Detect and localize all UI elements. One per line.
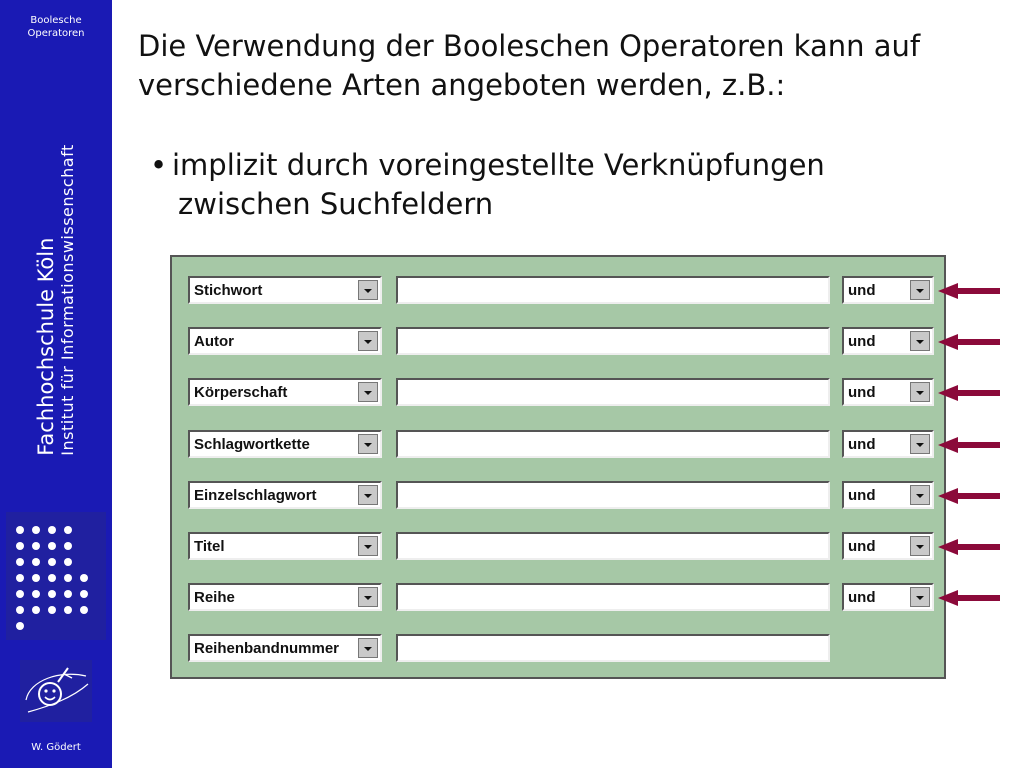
field-select-label: Reihe	[194, 589, 235, 606]
decor-dot	[48, 542, 56, 550]
decor-dot	[64, 606, 72, 614]
decor-dot	[80, 590, 88, 598]
smiley-logo-icon	[20, 660, 92, 722]
decor-dot	[32, 606, 40, 614]
sidebar	[0, 0, 112, 768]
arrow-left-icon	[938, 590, 1000, 606]
chevron-down-icon[interactable]	[910, 587, 930, 607]
heading-line-1: Die Verwendung der Booleschen Operatoren kann auf	[138, 29, 921, 63]
decor-dot	[64, 542, 72, 550]
chevron-down-icon[interactable]	[358, 280, 378, 300]
decor-dot	[48, 526, 56, 534]
search-row	[172, 481, 948, 513]
dot-pattern	[6, 512, 106, 640]
decor-dot	[16, 574, 24, 582]
chevron-down-icon[interactable]	[910, 331, 930, 351]
field-select[interactable]	[188, 583, 382, 611]
topic-line-2: Operatoren	[27, 28, 85, 39]
author-name: W. Gödert	[31, 742, 81, 753]
operator-label: und	[848, 487, 876, 504]
field-select-label: Körperschaft	[194, 384, 288, 401]
operator-label: und	[848, 384, 876, 401]
field-select-label: Titel	[194, 538, 225, 555]
operator-select[interactable]	[842, 276, 934, 304]
department-name: Institut für Informationswissenschaft	[58, 144, 77, 456]
decor-dot	[48, 574, 56, 582]
search-row	[172, 430, 948, 462]
bullet-symbol: •	[150, 148, 168, 182]
decor-dot	[48, 590, 56, 598]
field-select[interactable]	[188, 481, 382, 509]
operator-label: und	[848, 436, 876, 453]
search-row	[172, 583, 948, 615]
operator-select[interactable]	[842, 532, 934, 560]
chevron-down-icon[interactable]	[358, 536, 378, 556]
field-select[interactable]	[188, 430, 382, 458]
decor-dot	[32, 574, 40, 582]
chevron-down-icon[interactable]	[910, 536, 930, 556]
search-term-input[interactable]	[396, 583, 830, 611]
search-form-panel	[170, 255, 946, 679]
search-term-input[interactable]	[396, 327, 830, 355]
field-select-label: Schlagwortkette	[194, 436, 310, 453]
arrow-left-icon	[938, 488, 1000, 504]
chevron-down-icon[interactable]	[358, 434, 378, 454]
decor-dot	[48, 606, 56, 614]
search-term-input[interactable]	[396, 430, 830, 458]
operator-label: und	[848, 282, 876, 299]
field-select[interactable]	[188, 532, 382, 560]
decor-dot	[16, 526, 24, 534]
bullet-line-2: zwischen Suchfeldern	[178, 187, 494, 221]
sidebar-vertical-title	[34, 144, 78, 455]
field-select-label: Stichwort	[194, 282, 263, 299]
chevron-down-icon[interactable]	[910, 485, 930, 505]
search-row	[172, 276, 948, 308]
search-row	[172, 378, 948, 410]
search-row	[172, 634, 948, 666]
bullet-point	[150, 146, 990, 224]
arrow-left-icon	[938, 385, 1000, 401]
field-select-label: Autor	[194, 333, 234, 350]
institution-name: Fachhochschule Köln	[34, 237, 58, 456]
heading-line-2: verschiedene Arten angeboten werden, z.B.:	[138, 68, 786, 102]
search-term-input[interactable]	[396, 481, 830, 509]
field-select[interactable]	[188, 378, 382, 406]
decor-dot	[16, 590, 24, 598]
search-term-input[interactable]	[396, 634, 830, 662]
arrow-left-icon	[938, 334, 1000, 350]
topic-line-1: Boolesche	[30, 15, 82, 26]
chevron-down-icon[interactable]	[910, 434, 930, 454]
decor-dot	[32, 542, 40, 550]
decor-dot	[64, 574, 72, 582]
decor-dot	[16, 622, 24, 630]
field-select[interactable]	[188, 634, 382, 662]
chevron-down-icon[interactable]	[910, 382, 930, 402]
chevron-down-icon[interactable]	[358, 485, 378, 505]
search-row	[172, 327, 948, 359]
chevron-down-icon[interactable]	[910, 280, 930, 300]
field-select-label: Einzelschlagwort	[194, 487, 317, 504]
decor-dot	[32, 526, 40, 534]
search-term-input[interactable]	[396, 532, 830, 560]
decor-dot	[32, 590, 40, 598]
operator-select[interactable]	[842, 327, 934, 355]
search-term-input[interactable]	[396, 378, 830, 406]
decor-dot	[80, 606, 88, 614]
decor-dot	[16, 606, 24, 614]
decor-dot	[16, 542, 24, 550]
search-row	[172, 532, 948, 564]
field-select[interactable]	[188, 327, 382, 355]
chevron-down-icon[interactable]	[358, 382, 378, 402]
decor-dot	[48, 558, 56, 566]
field-select[interactable]	[188, 276, 382, 304]
decor-dot	[64, 526, 72, 534]
decor-dot	[16, 558, 24, 566]
slide-heading	[138, 27, 998, 105]
arrow-left-icon	[938, 283, 1000, 299]
operator-select[interactable]	[842, 583, 934, 611]
arrow-left-icon	[938, 539, 1000, 555]
arrow-left-icon	[938, 437, 1000, 453]
search-term-input[interactable]	[396, 276, 830, 304]
bullet-line-1: implizit durch voreingestellte Verknüpfungen	[172, 148, 825, 182]
decor-dot	[32, 558, 40, 566]
chevron-down-icon[interactable]	[358, 638, 378, 658]
decor-dot	[80, 574, 88, 582]
operator-label: und	[848, 538, 876, 555]
operator-select[interactable]	[842, 378, 934, 406]
chevron-down-icon[interactable]	[358, 587, 378, 607]
operator-select[interactable]	[842, 430, 934, 458]
decor-dot	[64, 590, 72, 598]
field-select-label: Reihenbandnummer	[194, 640, 340, 657]
sidebar-topic	[0, 14, 112, 40]
operator-label: und	[848, 589, 876, 606]
operator-label: und	[848, 333, 876, 350]
chevron-down-icon[interactable]	[358, 331, 378, 351]
operator-select[interactable]	[842, 481, 934, 509]
decor-dot	[64, 558, 72, 566]
